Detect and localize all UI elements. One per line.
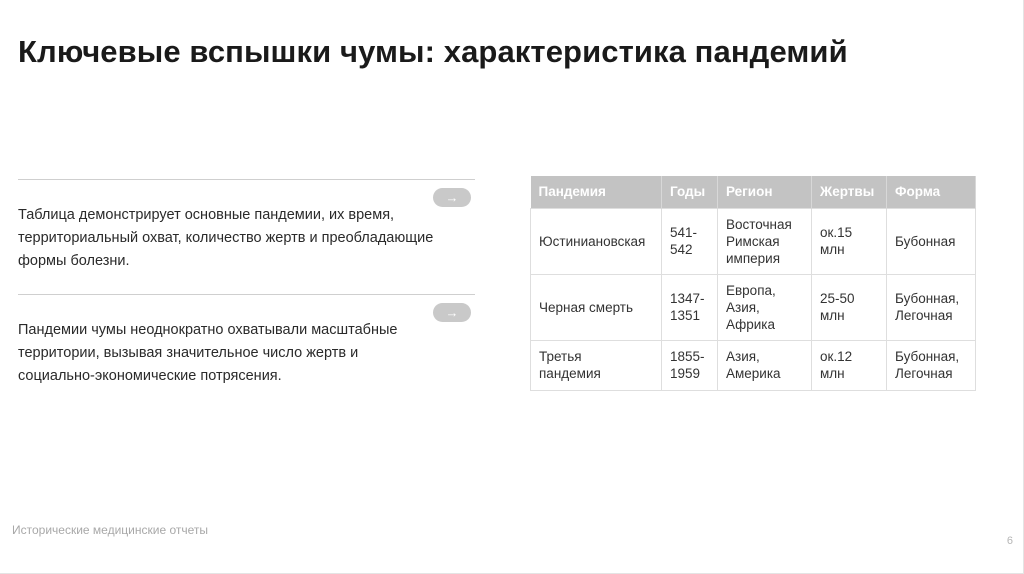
arrow-right-icon: →: [445, 305, 459, 320]
header-years: Годы: [662, 176, 718, 208]
cell-form: Бубонная: [887, 208, 976, 274]
cell-pandemic: Черная смерть: [531, 274, 662, 340]
table-row: [531, 340, 976, 390]
header-region: Регион: [718, 176, 812, 208]
cell-pandemic: Юстиниановская: [531, 208, 662, 274]
info-block-1: [18, 179, 475, 273]
table-header-row: [531, 176, 976, 208]
cell-form: Бубонная, Легочная: [887, 340, 976, 390]
table-row: [531, 274, 976, 340]
cell-years: 541- 542: [662, 208, 718, 274]
block-text: Таблица демонстрирует основные пандемии, их время, территориальный охват, количество жертв и преобладающие формы болезни.: [18, 207, 434, 269]
page-title: Ключевые вспышки чумы: характеристика пандемий: [18, 34, 848, 69]
header-pandemic: Пандемия: [531, 176, 662, 208]
cell-years: 1347- 1351: [662, 274, 718, 340]
arrow-right-button[interactable]: [433, 188, 471, 207]
info-block-2: [18, 294, 475, 388]
cell-years: 1855- 1959: [662, 340, 718, 390]
header-form: Форма: [887, 176, 976, 208]
divider-line: [18, 294, 475, 295]
cell-victims: ок.15 млн: [812, 208, 887, 274]
cell-victims: 25-50 млн: [812, 274, 887, 340]
cell-region: Европа, Азия, Африка: [718, 274, 812, 340]
cell-region: Азия, Америка: [718, 340, 812, 390]
page-number: 6: [1006, 535, 1013, 547]
cell-pandemic: Третья пандемия: [531, 340, 662, 390]
cell-form: Бубонная, Легочная: [887, 274, 976, 340]
block-text: Пандемии чумы неоднократно охватывали масштабные территории, вызывая значительное число жертв и социально-экономические потрясения.: [18, 322, 398, 384]
table-row: [531, 208, 976, 274]
arrow-right-icon: →: [445, 190, 459, 205]
header-victims: Жертвы: [812, 176, 887, 208]
cell-victims: ок.12 млн: [812, 340, 887, 390]
arrow-right-button[interactable]: [433, 303, 471, 322]
cell-region: Восточная Римская империя: [718, 208, 812, 274]
footer-text: Исторические медицинские отчеты: [12, 523, 209, 537]
pandemics-table: [530, 176, 976, 391]
divider-line: [18, 179, 475, 180]
